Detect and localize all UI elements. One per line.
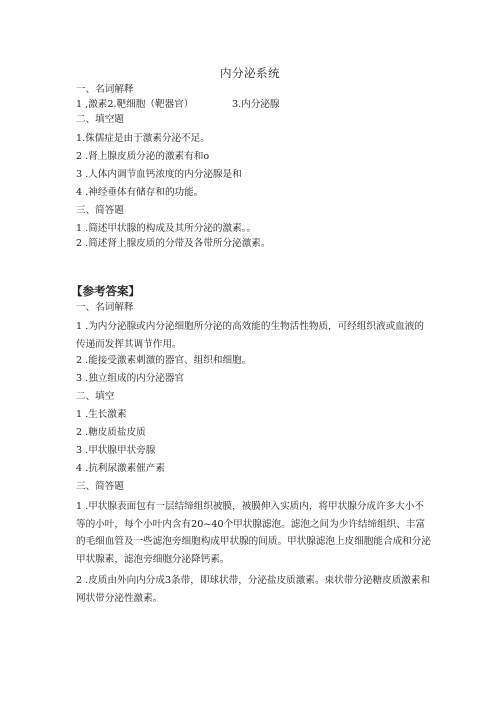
answer-fill-2: 2 .糖皮质盐皮质 — [76, 427, 146, 438]
section-heading-terms: 一、名词解释 — [76, 84, 134, 95]
fill-question-4: 4 .神经垂体有储存和的功能。 — [76, 187, 204, 198]
answer-heading-fill: 二、填空 — [76, 391, 115, 402]
answer-heading-short: 三、简答题 — [76, 481, 124, 492]
answer-fill-4: 4 .抗利尿激素催产素 — [76, 463, 165, 474]
terms-list-part1: 1 ,激素2.靶细胞（靶器官） — [76, 99, 194, 110]
section-heading-short: 三、简答题 — [76, 205, 124, 216]
answers-title: 【参考答案】 — [71, 284, 140, 298]
short-question-1: 1 .简述甲状腺的构成及其所分泌的激素。。 — [76, 223, 257, 234]
section-heading-fill: 二、填空题 — [76, 114, 124, 125]
answer-fill-1: 1 .生长激素 — [76, 409, 127, 420]
fill-question-2: 2 .肾上腺皮质分泌的激素有和o — [76, 151, 210, 162]
answer-heading-terms: 一、名词解释 — [76, 302, 134, 313]
document-title: 内分泌系统 — [220, 66, 280, 80]
answer-term-3: 3 .独立组成的内分泌器官 — [76, 373, 185, 384]
terms-list-part2: 3.内分泌腺 — [232, 99, 280, 110]
answer-term-1: 1 .为内分泌腺或内分泌细胞所分泌的高效能的生物活性物质，可经组织液或血液的传递而发挥其调节作用。 — [76, 321, 424, 350]
answer-term-2: 2 .能接受激素刺激的器官、组织和细胞。 — [76, 355, 252, 366]
short-question-2: 2 .简述肾上腺皮质的分带及各带所分泌激素。 — [76, 238, 271, 249]
answer-fill-3: 3 .甲状腺甲状旁腺 — [76, 445, 156, 456]
fill-question-1: 1.侏儒症是由于激素分泌不足。 — [76, 133, 210, 144]
answer-short-1: 1 .甲状腺表面包有一层结缔组织被膜，被膜伸入实质内，将甲状腺分成许多大小不等的小叶，每个小叶内含有20~40个甲状腺滤泡。滤泡之间为少许结缔组织、丰富的毛细血管及一些滤泡旁细胞构成甲状腺的间质。甲状腺滤泡上皮细胞能合成和分泌甲状腺素，滤泡旁细胞分泌降钙素。 — [76, 501, 431, 565]
fill-question-3: 3 .人体内调节血钙浓度的内分泌腺是和 — [76, 169, 242, 180]
answer-short-2: 2 .皮质由外向内分成3条带，即球状带，分泌盐皮质激素。束状带分泌糖皮质激素和网状带分泌性激素。 — [76, 575, 431, 604]
